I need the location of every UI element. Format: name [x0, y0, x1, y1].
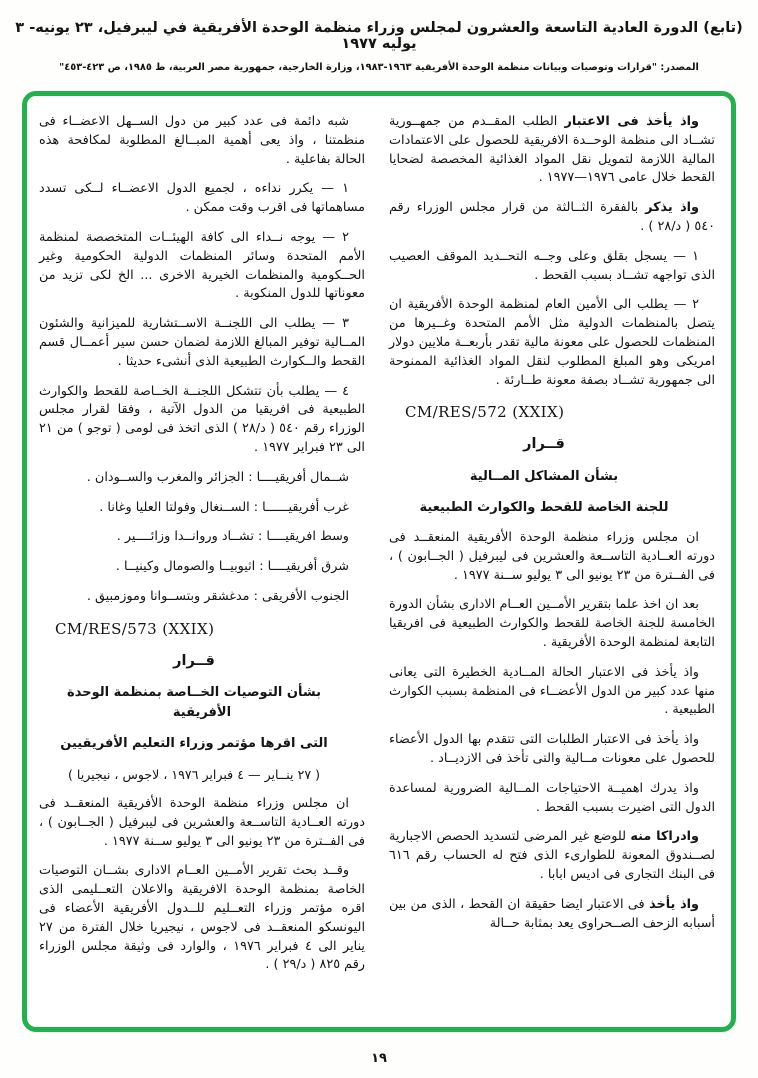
paragraph	[389, 113, 715, 188]
paragraph-lead: واذ يذكر	[645, 200, 699, 216]
paragraph	[389, 780, 715, 818]
resolution-subject-line: للجنة الخاصة للقحط والكوارث الطبيعية	[419, 499, 669, 515]
numbered-item: ١ — يسجل بقلق وعلى وجــه التحــديد الموقف العصيب الذى تواجهه تشــاد بسبب القحط .	[389, 248, 715, 283]
resolution-subject-line: بشأن المشاكل المــالية	[469, 468, 619, 484]
region-list-item: شرق أفريقيــــا : اثيوبيــا والصومال وكينيــا .	[115, 559, 349, 575]
numbered-item: ١ — يكرر نداءه ، لجميع الدول الاعضــاء لــكى تسدد مساهماتها فى اقرب وقت ممكن .	[39, 181, 365, 216]
resolution-subject-line: التى اقرها مؤتمر وزراء التعليم الأفريقيين	[60, 736, 328, 752]
paragraph: ان مجلس وزراء منظمة الوحدة الأفريقية المنعقــد فى دورته العــادية التاســعة والعشرين فى ليبرفيل ( الجــابون ) ، فى الفــترة من ٢٣ يونيو الى ٣ يوليو ســنة ١٩٧٧ .	[39, 796, 365, 849]
paragraph-lead: واذ يأخذ	[656, 732, 699, 748]
paragraph-text: فى الاعتبار الطلبات التى تتقدم بها الدول الأعضاء للحصول على معونات مــالية والتى تأخذ فى الازديــاد .	[389, 732, 715, 766]
paragraph-text: اهميــة الاحتياجات المــالية الضرورية لمساعدة الدول التى اضيرت بسبب القحط .	[389, 780, 715, 815]
paragraph-text: فى الاعتبار الحالة المــادية الخطيرة التى يعانى منها عدد كبير من الدول الأعضــاء فى المنظمة بسبب الكوارث الطبيعية .	[389, 664, 715, 718]
source-citation: المصدر: "قرارات وتوصيات وبيانات منظمة الوحدة الأفريقية ١٩٦٣-١٩٨٣، وزارة الخارجية، جمهورية مصر العربية، ط ١٩٨٥، ص ٤٢٣-٤٥٣"	[59, 62, 699, 73]
paragraph-lead: وادراكا منه	[630, 829, 699, 845]
resolution-title: قــرار	[523, 436, 565, 453]
resolution-subject-date: ( ٢٧ ينــاير — ٤ فبراير ١٩٧٦ ، لاجوس ، نيجيريا )	[67, 766, 321, 782]
paragraph-text: فى الاعتبار ايضا حقيقة ان القحط ، الذى من بين أسبابه الزحف الصــحراوى يعد بمثابة حــالة	[389, 896, 715, 931]
paragraph-text: بالفقرة الثــالثة من قرار مجلس الوزراء رقم ٥٤٠ ( د/٢٨ ) .	[389, 200, 715, 234]
paragraph	[389, 199, 715, 237]
page-header	[0, 20, 758, 73]
resolution-ref: CM/RES/572 (XXIX)	[405, 403, 565, 422]
paragraph-text: الطلب المقــدم من جمهــورية تشــاد الى منظمة الوحــدة الافريقية للحصول على الاعتمادات المالية اللازمة لتمويل نقل المواد الغذائية المخصصة لضحايا القحط خلال عامى ١٩٧٦—١٩٧٧ .	[389, 114, 715, 186]
paragraph-text: للوضع غير المرضى لتسديد الحصص الاجبارية لصــندوق المعونة للطوارىء الذى فتح له الحساب رقم ٦١٦ فى البنك التجارى فى اديس ابابا .	[389, 829, 715, 882]
paragraph-lead: واذ يأخذ	[654, 664, 699, 680]
resolution-subject-line: بشأن التوصيات الخــاصة بمنظمة الوحدة الأفريقية	[67, 685, 321, 721]
paragraph	[389, 896, 715, 934]
session-title: (تابع) الدورة العادية التاسعة والعشرون لمجلس وزراء منظمة الوحدة الأفريقية في ليبرفيل، ٢٣ يونيه- ٣ يوليه ١٩٧٧	[15, 20, 743, 52]
page-number: ١٩	[371, 1051, 387, 1066]
paragraph	[389, 828, 715, 884]
numbered-item: ٣ — يطلب الى اللجنــة الاســتشارية للميزانية والشئون المــالية توفير المبالغ اللازمة لضمان حسن سير أعمــال قسم القحط والــكوارث الطبيعية الذى أنشىء حديثا .	[39, 316, 365, 369]
numbered-item: ٤ — يطلب بأن تتشكل اللجنــة الخــاصة للقحط والكوارث الطبيعية فى افريقيا من الدول الآتية ، وفقا لقرار مجلس الوزراء رقم ٥٤٠ ( د/٢٨ ) الذى اتخذ فى لومى ( توجو ) من ٢١ الى ٢٣ فبراير ١٩٧٧ .	[39, 383, 365, 455]
region-list	[39, 469, 365, 607]
paragraph-lead: واذ يأخذ فى الاعتبار	[564, 114, 699, 129]
paragraph	[389, 731, 715, 769]
region-list-item: غرب أفريقيــــــا : الســنغال وفولتا العليا وغانا .	[99, 499, 349, 515]
column-right	[389, 113, 715, 1019]
paragraph-lead: واذ يدرك	[649, 780, 699, 796]
region-list-item: الجنوب الأفريقى : مدغشقر وبتســوانا وموزمبيق .	[86, 588, 349, 604]
paragraph: بعد ان اخذ علما بتقرير الأمــين العــام الادارى بشأن الدورة الخامسة للجنة الخاصة للقحط والكوارث الطبيعية فى افريقيا التابعة لمنظمة الوحدة الأفريقية .	[389, 597, 715, 650]
document-frame	[22, 91, 736, 1032]
numbered-item: ٢ — يوجه نــداء الى كافة الهيئــات المتخصصة لمنظمة الأمم المتحدة وسائر المنظمات الدولية الحكومية وغير الحــكومية والمنظمات الخيرية الاخرى ... الخ لكى تزيد من معوناتها للدول المنكوبة .	[39, 229, 365, 302]
resolution-title: قــرار	[173, 652, 215, 669]
region-list-item: شــمال أفريقيــــا : الجزائر والمغرب والســودان .	[86, 469, 349, 485]
paragraph	[389, 664, 715, 720]
resolution-ref: CM/RES/573 (XXIX)	[55, 619, 215, 638]
numbered-item: ٢ — يطلب الى الأمين العام لمنظمة الوحدة الأفريقية ان يتصل بالمنظمات الدولية مثل الأمم المتحدة وغــيرها من المنظمات للحصول على معونة مالية تقدر بأربعــة ملايين دولار امريكى وهو المبلغ المطلوب لنقل المواد الغذائية الممنوحة الى جمهورية تشــاد بصفة معونة طــارئة .	[389, 297, 715, 388]
paragraph: شبه دائمة فى عدد كبير من دول الســهل الاعضــاء فى منظمتنا ، واذ يعى أهمية المبــالغ المطلوبة لمكافحة هذه الحالة بفاعلية .	[39, 114, 365, 167]
paragraph-lead: واذ يأخذ	[649, 896, 700, 912]
column-left	[39, 113, 365, 1019]
paragraph: وقــد بحث تقرير الأمــين العــام الادارى بشــان التوصيات الخاصة بمنظمة الوحدة الافريقية والاعلان التعــليمى الذى اقره مؤتمر وزراء التعــليم للــدول الأفريقية الأعضاء فى اليونسكو المنعقــد فى لاجوس ، نيجيريا خلال الفترة من ٢٧ يناير الى ٤ فبراير ١٩٧٦ ، والوارد فى وثيقة مجلس الوزراء رقم ٨٢٥ ( د/٢٩ ) .	[39, 863, 365, 973]
paragraph: ان مجلس وزراء منظمة الوحدة الأفريقية المنعقــد فى دورته العــادية التاســعة والعشرين فى ليبرفيل ( الجــابون ) ، فى الفــترة من ٢٣ يونيو الى ٣ يوليو ســنة ١٩٧٧ .	[389, 530, 715, 583]
region-list-item: وسط افريقيــــا : تشــاد وروانــدا وزائــــير .	[116, 529, 349, 545]
two-column-layout	[39, 113, 715, 1019]
